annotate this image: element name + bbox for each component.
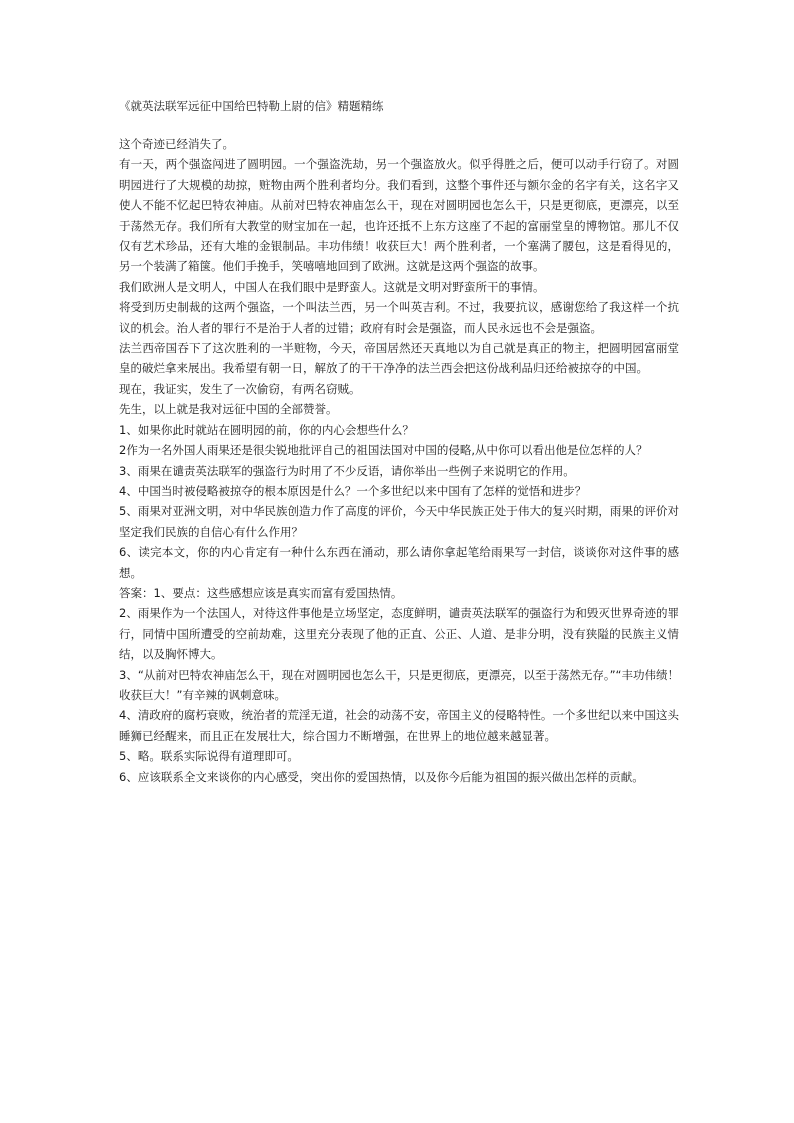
answer-1: 答案：1、要点：这些感想应该是真实而富有爱国热情。 — [119, 585, 403, 600]
paragraph: 现在，我证实，发生了一次偷窃，有两名窃贼。 — [119, 381, 361, 396]
answer-3: 3、“从前对巴特农神庙怎么干，现在对圆明园也怎么干，只是更彻底，更漂亮，以至于荡然无存。”“丰功伟绩！收获巨大！”有辛辣的讽刺意味。 — [119, 667, 679, 702]
question-1: 1、如果你此时就站在圆明园的前，你的内心会想些什么？ — [119, 422, 414, 437]
paragraph: 我们欧洲人是文明人，中国人在我们眼中是野蛮人。这就是文明对野蛮所干的事情。 — [119, 279, 545, 294]
question-5: 5、雨果对亚洲文明，对中华民族创造力作了高度的评价，今天中华民族正处于伟大的复兴时期，雨果的评价对坚定我们民族的自信心有什么作用？ — [119, 504, 679, 539]
question-2: 2作为一名外国人雨果还是很尖锐地批评自己的祖国法国对中国的侵略,从中你可以看出他是位怎样的人？ — [119, 443, 648, 458]
question-6: 6、读完本文，你的内心肯定有一种什么东西在涌动，那么请你拿起笔给雨果写一封信，谈谈你对这件事的感想。 — [119, 545, 679, 580]
document-title: 《就英法联军远征中国给巴特勒上尉的信》精题精练 — [119, 99, 384, 113]
answer-2: 2、雨果作为一个法国人，对待这件事他是立场坚定，态度鲜明，谴责英法联军的强盗行为和毁灭世界奇迹的罪行，同情中国所遭受的空前劫难，这里充分表现了他的正直、公正、人道、是非分明，没有狭隘的民族主义情结，以及胸怀博大。 — [119, 606, 679, 662]
answer-4: 4、清政府的腐朽衰败，统治者的荒淫无道，社会的动荡不安，帝国主义的侵略特性。一个多世纪以来中国这头睡狮已经醒来，而且正在发展壮大，综合国力不断增强，在世界上的地位越来越显著。 — [119, 708, 679, 743]
question-3: 3、雨果在谴责英法联军的强盗行为时用了不少反语，请你举出一些例子来说明它的作用。 — [119, 463, 575, 478]
paragraph: 有一天，两个强盗闯进了圆明园。一个强盗洗劫，另一个强盗放火。似乎得胜之后，便可以动手行窃了。对圆明园进行了大规模的劫掠，赃物由两个胜利者均分。我们看到，这整个事件还与额尔金的名字有关，这名字又使人不能不忆起巴特农神庙。从前对巴特农神庙怎么干，现在对圆明园也怎么干，只是更彻底，更漂亮，以至于荡然无存。我们所有大教堂的财宝加在一起，也许还抵不上东方这座了不起的富丽堂皇的博物馆。那儿不仅仅有艺术珍品，还有大堆的金银制品。丰功伟绩！收获巨大！两个胜利者，一个塞满了腰包，这是看得见的，另一个装满了箱箧。他们手挽手，笑嘻嘻地回到了欧洲。这就是这两个强盗的故事。 — [119, 157, 679, 274]
question-4: 4、中国当时被侵略被掠夺的根本原因是什么？一个多世纪以来中国有了怎样的觉悟和进步？ — [119, 483, 587, 498]
paragraph: 法兰西帝国吞下了这次胜利的一半赃物，今天，帝国居然还天真地以为自己就是真正的物主，把圆明园富丽堂皇的破烂拿来展出。我希望有朝一日，解放了的干干净净的法兰西会把这份战利品归还给被掠夺的中国。 — [119, 341, 679, 376]
document-page — [119, 96, 679, 787]
answer-6: 6、应该联系全文来谈你的内心感受，突出你的爱国热情，以及你今后能为祖国的振兴做出怎样的贡献。 — [119, 769, 644, 784]
answer-5: 5、略。联系实际说得有道理即可。 — [119, 749, 299, 764]
paragraph: 这个奇迹已经消失了。 — [119, 137, 234, 151]
paragraph: 将受到历史制裁的这两个强盗，一个叫法兰西，另一个叫英吉利。不过，我要抗议，感谢您给了我这样一个抗议的机会。治人者的罪行不是治于人者的过错；政府有时会是强盗，而人民永远也不会是强盗。 — [119, 300, 679, 335]
paragraph: 先生，以上就是我对远征中国的全部赞誉。 — [119, 402, 338, 417]
document-body — [119, 134, 679, 787]
